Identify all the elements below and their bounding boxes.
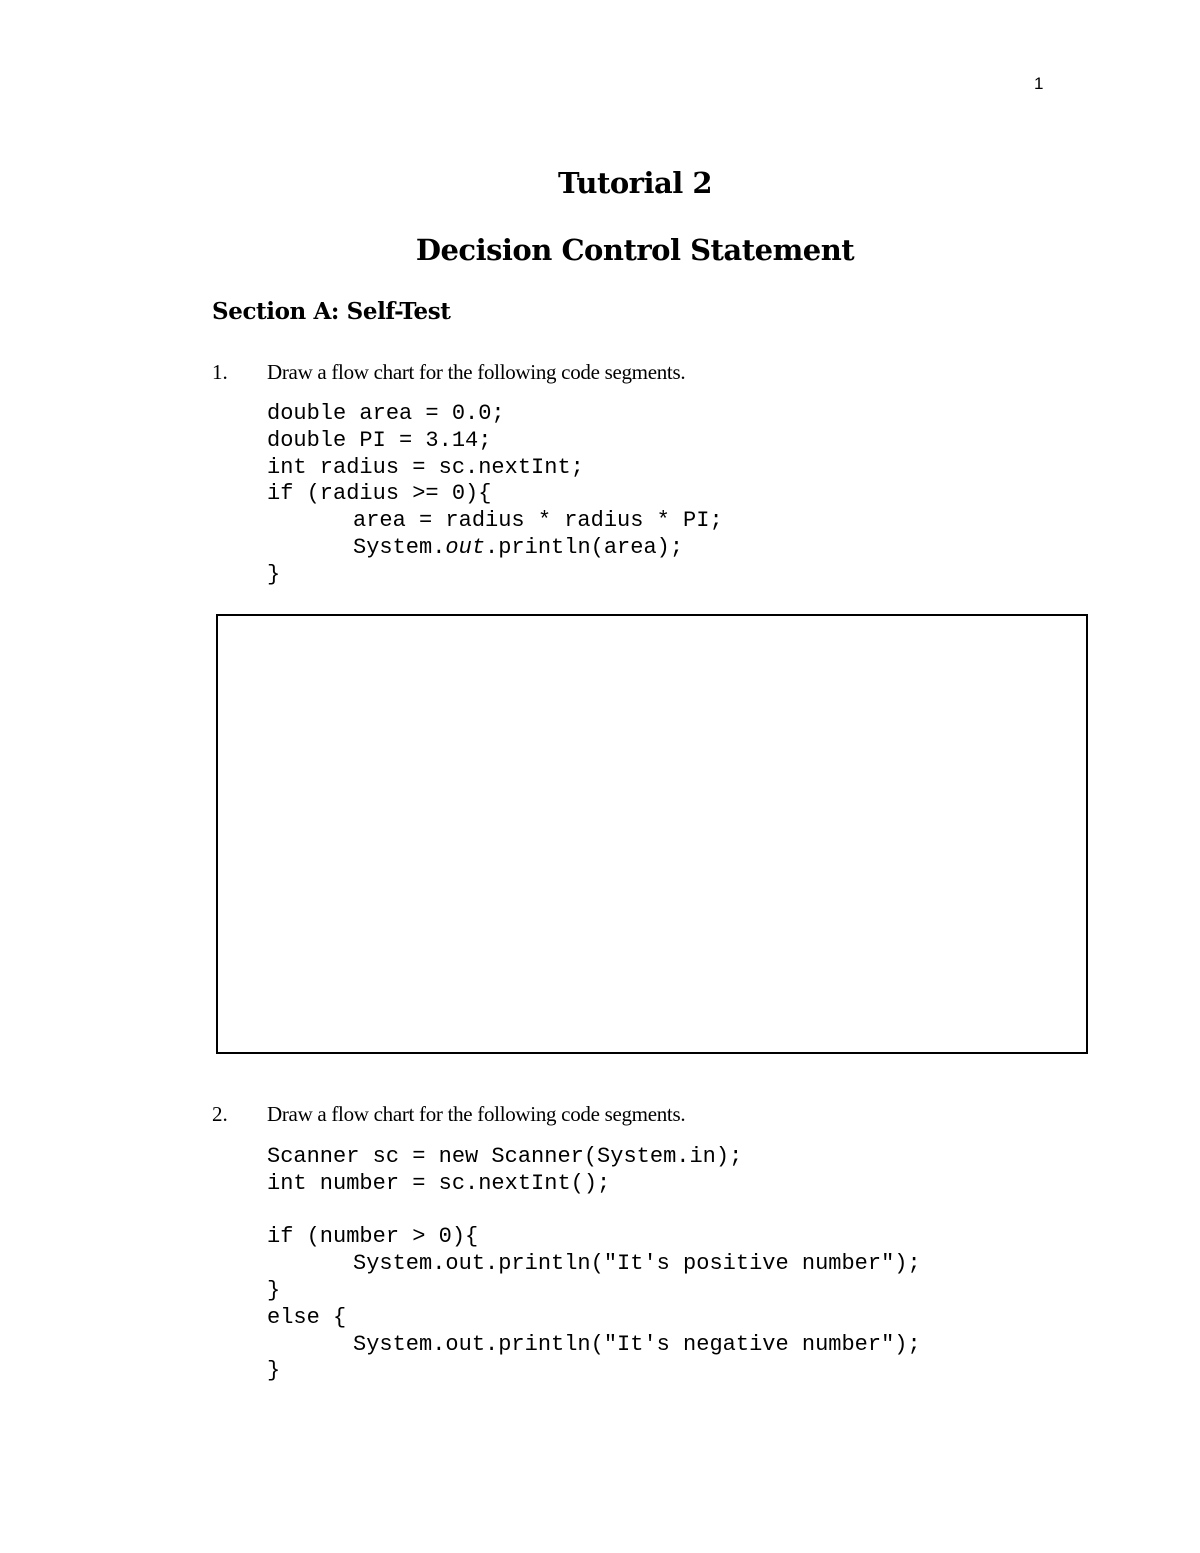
code-line-text: System.out.println("It's positive number"); xyxy=(353,1251,921,1277)
code-line: } xyxy=(267,561,281,587)
page-title: Tutorial 2 xyxy=(557,166,713,200)
code-line-blank xyxy=(267,1198,921,1225)
code-line xyxy=(267,508,723,535)
answer-box[interactable] xyxy=(216,614,1088,1054)
code-line: } xyxy=(267,1277,281,1303)
code-line: Scanner sc = new Scanner(System.in); xyxy=(267,1144,743,1169)
question-2-code xyxy=(267,1144,921,1385)
code-line: int number = sc.nextInt(); xyxy=(267,1170,611,1196)
question-1-code xyxy=(267,401,723,589)
code-line: double area = 0.0; xyxy=(267,401,505,426)
page-number: 1 xyxy=(1034,74,1044,93)
code-line xyxy=(267,1332,921,1359)
code-line-italic: out xyxy=(445,534,486,560)
code-line: else { xyxy=(267,1304,347,1330)
code-line: if (radius >= 0){ xyxy=(267,481,492,507)
code-line: if (number > 0){ xyxy=(267,1224,479,1250)
code-line-text: .println(area); xyxy=(485,534,684,560)
code-line xyxy=(267,535,723,562)
question-2-number: 2. xyxy=(212,1102,228,1126)
question-1-number: 1. xyxy=(212,360,228,384)
code-line: } xyxy=(267,1358,281,1384)
question-1-text: Draw a flow chart for the following code segments. xyxy=(267,360,686,384)
code-line-text: System. xyxy=(353,534,446,560)
section-heading: Section A: Self-Test xyxy=(212,298,451,325)
code-line-text: area = radius * radius * PI; xyxy=(353,508,723,534)
question-2-text: Draw a flow chart for the following code segments. xyxy=(267,1102,686,1126)
code-line: int radius = sc.nextInt; xyxy=(267,454,584,480)
code-line-text: System.out.println("It's negative number"); xyxy=(353,1331,921,1357)
code-line xyxy=(267,1251,921,1278)
code-line: double PI = 3.14; xyxy=(267,427,492,453)
page-subtitle: Decision Control Statement xyxy=(415,233,855,267)
